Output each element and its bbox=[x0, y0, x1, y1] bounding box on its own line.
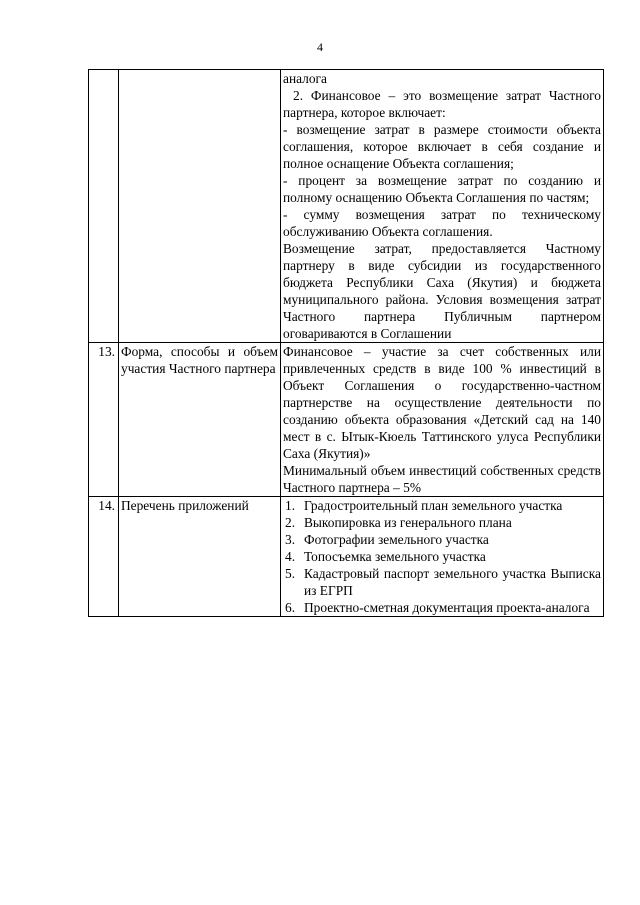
list-item-number: 4. bbox=[285, 549, 296, 564]
continuation-line: - процент за возмещение затрат по созданию и полному оснащению Объекта Соглашения по частям; bbox=[283, 173, 601, 205]
row-label bbox=[119, 497, 281, 617]
continuation-line: - возмещение затрат в размере стоимости объекта соглашения, которое включает в себя создание и полное оснащение Объекта соглашения; bbox=[283, 122, 601, 171]
row-label-text: Перечень приложений bbox=[121, 498, 249, 513]
list-item-number: 6. bbox=[285, 600, 296, 615]
terms-table bbox=[88, 69, 604, 617]
table-row-13 bbox=[89, 343, 604, 497]
list-item-number: 3. bbox=[285, 532, 296, 547]
row-label-cell bbox=[119, 70, 281, 343]
list-item bbox=[283, 565, 601, 599]
row-label bbox=[119, 343, 281, 497]
row-number-cell bbox=[89, 70, 119, 343]
list-item bbox=[283, 531, 601, 548]
list-item-text: Кадастровый паспорт земельного участка Выписка из ЕГРП bbox=[304, 566, 601, 598]
list-item-text: Топосъемка земельного участка bbox=[304, 549, 486, 564]
row-label-text: Форма, способы и объем участия Частного партнера bbox=[121, 344, 278, 376]
row-number: 14. bbox=[89, 497, 119, 617]
list-item-number: 2. bbox=[285, 515, 296, 530]
list-item bbox=[283, 497, 601, 514]
paragraph: Финансовое – участие за счет собственных или привлеченных средств в виде 100 % инвестиций в Объект Соглашения о государственно-частном партнерстве на осуществление деятельности по созданию объекта образования «Детский сад на 140 мест в с. Ытык-Кюель Таттинского улуса Республики Саха (Якутия)» bbox=[283, 344, 601, 461]
row-content-cell bbox=[281, 343, 604, 497]
continuation-line: Возмещение затрат, предоставляется Частному партнеру в виде субсидии из государственного бюджета Республики Саха (Якутия) и бюджета муниципального района. Условия возмещения затрат Частного партнера Публичным партнером оговариваются в Соглашении bbox=[283, 241, 601, 341]
paragraph: Минимальный объем инвестиций собственных средств Частного партнера – 5% bbox=[283, 463, 601, 495]
row-content-cell bbox=[281, 70, 604, 343]
list-item-text: Выкопировка из генерального плана bbox=[304, 515, 512, 530]
list-item-number: 1. bbox=[285, 498, 296, 513]
list-item bbox=[283, 548, 601, 565]
list-item bbox=[283, 514, 601, 531]
continuation-line: аналога bbox=[283, 71, 327, 86]
row-content-cell bbox=[281, 497, 604, 617]
list-item-number: 5. bbox=[285, 566, 296, 581]
list-item bbox=[283, 599, 601, 616]
continuation-line: 2. Финансовое – это возмещение затрат Частного партнера, которое включает: bbox=[283, 88, 601, 120]
list-item-text: Фотографии земельного участка bbox=[304, 532, 489, 547]
continuation-line: - сумму возмещения затрат по техническому обслуживанию Объекта соглашения. bbox=[283, 207, 601, 239]
page-number: 4 bbox=[317, 40, 323, 54]
list-item-text: Градостроительный план земельного участка bbox=[304, 498, 563, 513]
row-number: 13. bbox=[89, 343, 119, 497]
list-item-text: Проектно-сметная документация проекта-аналога bbox=[304, 600, 590, 615]
table-row-14 bbox=[89, 497, 604, 617]
table-row-continuation bbox=[89, 70, 604, 343]
appendix-list bbox=[283, 497, 601, 616]
